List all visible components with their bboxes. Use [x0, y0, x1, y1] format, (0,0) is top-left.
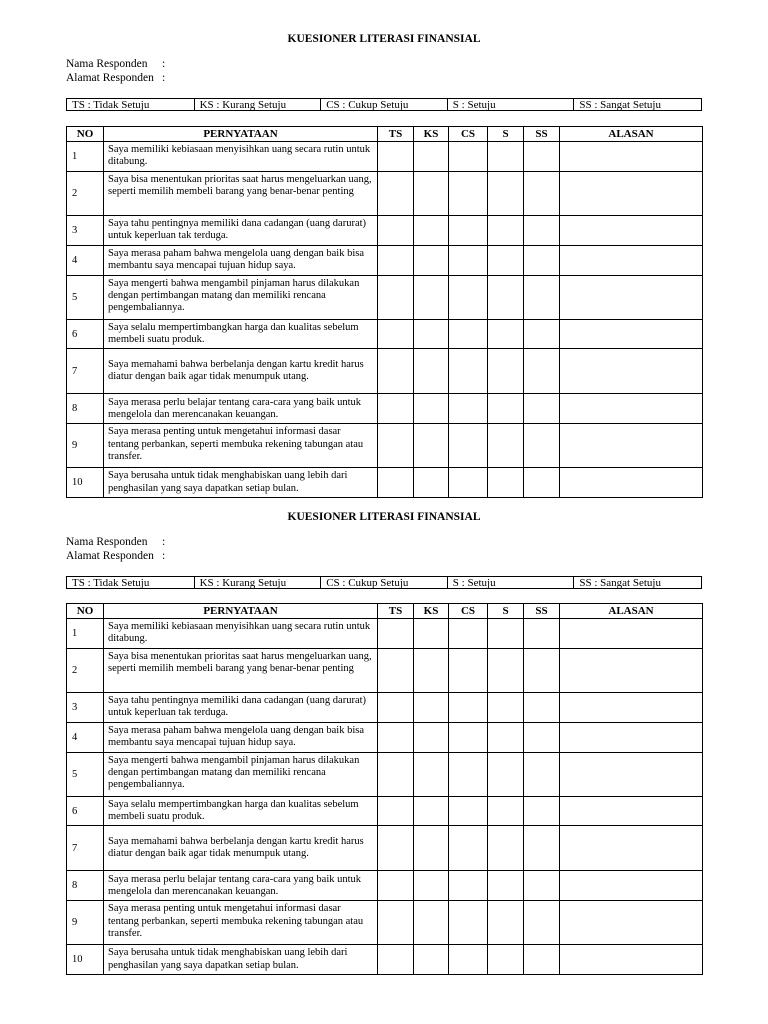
row-statement: Saya tahu pentingnya memiliki dana cadangan (uang darurat) untuk keperluan tak terduga.	[104, 216, 378, 246]
row-statement: Saya mengerti bahwa mengambil pinjaman harus dilakukan dengan pertimbangan matang dan memiliki rencana pengembaliannya.	[104, 753, 378, 797]
answer-cs-cell[interactable]	[449, 826, 488, 871]
respondent-address-label: Alamat Responden	[66, 72, 154, 84]
reason-cell[interactable]	[560, 649, 703, 693]
reason-cell[interactable]	[560, 276, 703, 320]
legend-cs: CS : Cukup Setuju	[321, 577, 448, 588]
legend-ts: TS : Tidak Setuju	[67, 577, 195, 588]
header-reason: ALASAN	[560, 604, 703, 619]
answer-ss-cell[interactable]	[524, 693, 560, 723]
reason-cell[interactable]	[560, 871, 703, 901]
answer-ts-cell[interactable]	[378, 172, 414, 216]
table-row	[67, 320, 703, 349]
answer-s-cell[interactable]	[488, 753, 524, 797]
answer-cs-cell[interactable]	[449, 424, 488, 468]
answer-ks-cell[interactable]	[414, 394, 449, 424]
page-title: KUESIONER LITERASI FINANSIAL	[287, 33, 481, 45]
reason-cell[interactable]	[560, 349, 703, 394]
respondent-name-row	[66, 535, 165, 549]
row-statement: Saya memahami bahwa berbelanja dengan kartu kredit harus diatur dengan baik agar tidak menumpuk utang.	[104, 826, 378, 871]
answer-ss-cell[interactable]	[524, 216, 560, 246]
answer-s-cell[interactable]	[488, 945, 524, 974]
answer-s-cell[interactable]	[488, 424, 524, 468]
answer-ks-cell[interactable]	[414, 320, 449, 349]
row-statement: Saya merasa perlu belajar tentang cara-cara yang baik untuk mengelola dan merencanakan keuangan.	[104, 394, 378, 424]
answer-ks-cell[interactable]	[414, 142, 449, 172]
answer-ts-cell[interactable]	[378, 619, 414, 649]
row-number: 4	[67, 723, 104, 753]
row-number: 1	[67, 619, 104, 649]
row-number: 10	[67, 945, 104, 974]
header-statement: PERNYATAAN	[104, 604, 378, 619]
answer-ss-cell[interactable]	[524, 797, 560, 826]
answer-s-cell[interactable]	[488, 723, 524, 753]
answer-ks-cell[interactable]	[414, 649, 449, 693]
answer-ts-cell[interactable]	[378, 649, 414, 693]
answer-ts-cell[interactable]	[378, 871, 414, 901]
answer-s-cell[interactable]	[488, 826, 524, 871]
answer-s-cell[interactable]	[488, 394, 524, 424]
answer-ss-cell[interactable]	[524, 871, 560, 901]
answer-cs-cell[interactable]	[449, 349, 488, 394]
respondent-name-colon: :	[162, 536, 166, 548]
table-row	[67, 172, 703, 216]
header-statement: PERNYATAAN	[104, 127, 378, 142]
answer-ts-cell[interactable]	[378, 320, 414, 349]
table-header-row	[67, 604, 703, 619]
row-number: 9	[67, 901, 104, 945]
row-statement: Saya selalu mempertimbangkan harga dan kualitas sebelum membeli suatu produk.	[104, 320, 378, 349]
table-row	[67, 276, 703, 320]
answer-ss-cell[interactable]	[524, 901, 560, 945]
row-number: 9	[67, 424, 104, 468]
answer-ss-cell[interactable]	[524, 826, 560, 871]
header-cs: CS	[449, 604, 488, 619]
answer-ss-cell[interactable]	[524, 276, 560, 320]
answer-ss-cell[interactable]	[524, 349, 560, 394]
header-ts: TS	[378, 604, 414, 619]
respondent-address-row	[66, 71, 165, 85]
reason-cell[interactable]	[560, 723, 703, 753]
reason-cell[interactable]	[560, 797, 703, 826]
answer-ks-cell[interactable]	[414, 216, 449, 246]
row-statement: Saya tahu pentingnya memiliki dana cadangan (uang darurat) untuk keperluan tak terduga.	[104, 693, 378, 723]
answer-ss-cell[interactable]	[524, 424, 560, 468]
header-ss: SS	[524, 604, 560, 619]
reason-cell[interactable]	[560, 468, 703, 497]
row-number: 7	[67, 826, 104, 871]
answer-ts-cell[interactable]	[378, 468, 414, 497]
answer-ts-cell[interactable]	[378, 276, 414, 320]
answer-ks-cell[interactable]	[414, 468, 449, 497]
header-reason: ALASAN	[560, 127, 703, 142]
row-statement: Saya bisa menentukan prioritas saat harus mengeluarkan uang, seperti memilih membeli barang yang benar-benar penting	[104, 172, 378, 216]
row-number: 5	[67, 276, 104, 320]
answer-cs-cell[interactable]	[449, 276, 488, 320]
answer-cs-cell[interactable]	[449, 468, 488, 497]
row-number: 3	[67, 216, 104, 246]
table-row	[67, 901, 703, 945]
reason-cell[interactable]	[560, 693, 703, 723]
respondent-address-row	[66, 549, 165, 563]
answer-cs-cell[interactable]	[449, 753, 488, 797]
row-statement: Saya merasa paham bahwa mengelola uang dengan baik bisa membantu saya mencapai tujuan hidup saya.	[104, 723, 378, 753]
answer-ss-cell[interactable]	[524, 172, 560, 216]
reason-cell[interactable]	[560, 826, 703, 871]
answer-s-cell[interactable]	[488, 142, 524, 172]
answer-ss-cell[interactable]	[524, 945, 560, 974]
table-row	[67, 246, 703, 276]
respondent-name-colon: :	[162, 58, 166, 70]
legend-s: S : Setuju	[448, 577, 575, 588]
answer-ks-cell[interactable]	[414, 945, 449, 974]
answer-ts-cell[interactable]	[378, 723, 414, 753]
row-number: 6	[67, 320, 104, 349]
answer-s-cell[interactable]	[488, 276, 524, 320]
legend-ss: SS : Sangat Setuju	[579, 99, 661, 110]
table-row	[67, 871, 703, 901]
respondent-address-label: Alamat Responden	[66, 550, 154, 562]
row-statement: Saya selalu mempertimbangkan harga dan kualitas sebelum membeli suatu produk.	[104, 797, 378, 826]
legend-ss: SS : Sangat Setuju	[579, 577, 661, 588]
answer-ts-cell[interactable]	[378, 246, 414, 276]
answer-ss-cell[interactable]	[524, 142, 560, 172]
answer-ks-cell[interactable]	[414, 172, 449, 216]
answer-cs-cell[interactable]	[449, 246, 488, 276]
reason-cell[interactable]	[560, 172, 703, 216]
header-ks: KS	[414, 604, 449, 619]
table-row	[67, 649, 703, 693]
answer-ts-cell[interactable]	[378, 826, 414, 871]
answer-ks-cell[interactable]	[414, 246, 449, 276]
row-statement: Saya merasa penting untuk mengetahui informasi dasar tentang perbankan, seperti membuka rekening tabungan atau transfer.	[104, 901, 378, 945]
answer-ts-cell[interactable]	[378, 945, 414, 974]
row-statement: Saya bisa menentukan prioritas saat harus mengeluarkan uang, seperti memilih membeli barang yang benar-benar penting	[104, 649, 378, 693]
answer-s-cell[interactable]	[488, 320, 524, 349]
reason-cell[interactable]	[560, 246, 703, 276]
table-row	[67, 723, 703, 753]
row-statement: Saya merasa perlu belajar tentang cara-cara yang baik untuk mengelola dan merencanakan keuangan.	[104, 871, 378, 901]
answer-ss-cell[interactable]	[524, 394, 560, 424]
row-number: 7	[67, 349, 104, 394]
answer-ss-cell[interactable]	[524, 649, 560, 693]
table-row	[67, 394, 703, 424]
answer-ks-cell[interactable]	[414, 871, 449, 901]
row-number: 6	[67, 797, 104, 826]
questionnaire-table	[66, 126, 703, 498]
row-statement: Saya mengerti bahwa mengambil pinjaman harus dilakukan dengan pertimbangan matang dan memiliki rencana pengembaliannya.	[104, 276, 378, 320]
answer-ks-cell[interactable]	[414, 797, 449, 826]
answer-cs-cell[interactable]	[449, 649, 488, 693]
answer-cs-cell[interactable]	[449, 871, 488, 901]
answer-cs-cell[interactable]	[449, 216, 488, 246]
table-row	[67, 619, 703, 649]
reason-cell[interactable]	[560, 945, 703, 974]
answer-ks-cell[interactable]	[414, 276, 449, 320]
reason-cell[interactable]	[560, 901, 703, 945]
answer-s-cell[interactable]	[488, 619, 524, 649]
answer-ks-cell[interactable]	[414, 826, 449, 871]
answer-legend	[66, 576, 702, 589]
row-number: 8	[67, 871, 104, 901]
table-row	[67, 424, 703, 468]
table-row	[67, 216, 703, 246]
answer-ts-cell[interactable]	[378, 753, 414, 797]
answer-ss-cell[interactable]	[524, 246, 560, 276]
answer-s-cell[interactable]	[488, 246, 524, 276]
answer-s-cell[interactable]	[488, 693, 524, 723]
row-statement: Saya memahami bahwa berbelanja dengan kartu kredit harus diatur dengan baik agar tidak menumpuk utang.	[104, 349, 378, 394]
header-ss: SS	[524, 127, 560, 142]
legend-ts: TS : Tidak Setuju	[67, 99, 195, 110]
respondent-name-row	[66, 57, 165, 71]
answer-s-cell[interactable]	[488, 172, 524, 216]
header-s: S	[488, 604, 524, 619]
reason-cell[interactable]	[560, 394, 703, 424]
respondent-address-colon: :	[162, 550, 166, 562]
answer-s-cell[interactable]	[488, 871, 524, 901]
answer-legend	[66, 98, 702, 111]
table-row	[67, 349, 703, 394]
header-no: NO	[67, 604, 104, 619]
table-row	[67, 753, 703, 797]
table-row	[67, 142, 703, 172]
row-number: 2	[67, 649, 104, 693]
answer-ks-cell[interactable]	[414, 619, 449, 649]
answer-ss-cell[interactable]	[524, 753, 560, 797]
respondent-address-colon: :	[162, 72, 166, 84]
header-no: NO	[67, 127, 104, 142]
legend-ks: KS : Kurang Setuju	[195, 577, 322, 588]
answer-ss-cell[interactable]	[524, 320, 560, 349]
answer-ks-cell[interactable]	[414, 349, 449, 394]
header-ks: KS	[414, 127, 449, 142]
legend-s: S : Setuju	[448, 99, 575, 110]
row-number: 1	[67, 142, 104, 172]
respondent-block	[66, 57, 165, 85]
answer-ks-cell[interactable]	[414, 424, 449, 468]
legend-cs: CS : Cukup Setuju	[321, 99, 448, 110]
answer-ts-cell[interactable]	[378, 901, 414, 945]
header-cs: CS	[449, 127, 488, 142]
row-number: 2	[67, 172, 104, 216]
table-row	[67, 468, 703, 497]
reason-cell[interactable]	[560, 753, 703, 797]
answer-ts-cell[interactable]	[378, 142, 414, 172]
respondent-name-label: Nama Responden	[66, 58, 148, 70]
row-number: 4	[67, 246, 104, 276]
row-statement: Saya merasa paham bahwa mengelola uang dengan baik bisa membantu saya mencapai tujuan hidup saya.	[104, 246, 378, 276]
answer-ks-cell[interactable]	[414, 723, 449, 753]
answer-s-cell[interactable]	[488, 216, 524, 246]
table-row	[67, 945, 703, 974]
answer-s-cell[interactable]	[488, 468, 524, 497]
answer-ss-cell[interactable]	[524, 723, 560, 753]
table-row	[67, 797, 703, 826]
reason-cell[interactable]	[560, 619, 703, 649]
row-statement: Saya memiliki kebiasaan menyisihkan uang secara rutin untuk ditabung.	[104, 619, 378, 649]
legend-ks: KS : Kurang Setuju	[195, 99, 322, 110]
answer-s-cell[interactable]	[488, 797, 524, 826]
answer-ks-cell[interactable]	[414, 753, 449, 797]
answer-cs-cell[interactable]	[449, 945, 488, 974]
answer-cs-cell[interactable]	[449, 394, 488, 424]
row-number: 3	[67, 693, 104, 723]
answer-ts-cell[interactable]	[378, 693, 414, 723]
answer-ts-cell[interactable]	[378, 216, 414, 246]
answer-cs-cell[interactable]	[449, 619, 488, 649]
answer-s-cell[interactable]	[488, 901, 524, 945]
answer-ts-cell[interactable]	[378, 349, 414, 394]
table-row	[67, 826, 703, 871]
header-ts: TS	[378, 127, 414, 142]
answer-ts-cell[interactable]	[378, 424, 414, 468]
reason-cell[interactable]	[560, 320, 703, 349]
row-statement: Saya berusaha untuk tidak menghabiskan uang lebih dari penghasilan yang saya dapatkan setiap bulan.	[104, 945, 378, 974]
answer-cs-cell[interactable]	[449, 693, 488, 723]
respondent-block	[66, 535, 165, 563]
answer-cs-cell[interactable]	[449, 901, 488, 945]
row-number: 10	[67, 468, 104, 497]
answer-ss-cell[interactable]	[524, 468, 560, 497]
table-header-row	[67, 127, 703, 142]
answer-cs-cell[interactable]	[449, 797, 488, 826]
answer-ks-cell[interactable]	[414, 901, 449, 945]
row-statement: Saya memiliki kebiasaan menyisihkan uang secara rutin untuk ditabung.	[104, 142, 378, 172]
answer-s-cell[interactable]	[488, 349, 524, 394]
answer-cs-cell[interactable]	[449, 172, 488, 216]
answer-cs-cell[interactable]	[449, 723, 488, 753]
answer-ks-cell[interactable]	[414, 693, 449, 723]
answer-cs-cell[interactable]	[449, 320, 488, 349]
row-statement: Saya merasa penting untuk mengetahui informasi dasar tentang perbankan, seperti membuka rekening tabungan atau transfer.	[104, 424, 378, 468]
row-statement: Saya berusaha untuk tidak menghabiskan uang lebih dari penghasilan yang saya dapatkan setiap bulan.	[104, 468, 378, 497]
reason-cell[interactable]	[560, 216, 703, 246]
answer-s-cell[interactable]	[488, 649, 524, 693]
answer-ts-cell[interactable]	[378, 797, 414, 826]
questionnaire-table	[66, 603, 703, 975]
respondent-name-label: Nama Responden	[66, 536, 148, 548]
answer-cs-cell[interactable]	[449, 142, 488, 172]
page-title: KUESIONER LITERASI FINANSIAL	[287, 511, 481, 523]
row-number: 8	[67, 394, 104, 424]
header-s: S	[488, 127, 524, 142]
reason-cell[interactable]	[560, 142, 703, 172]
reason-cell[interactable]	[560, 424, 703, 468]
row-number: 5	[67, 753, 104, 797]
answer-ss-cell[interactable]	[524, 619, 560, 649]
table-row	[67, 693, 703, 723]
answer-ts-cell[interactable]	[378, 394, 414, 424]
